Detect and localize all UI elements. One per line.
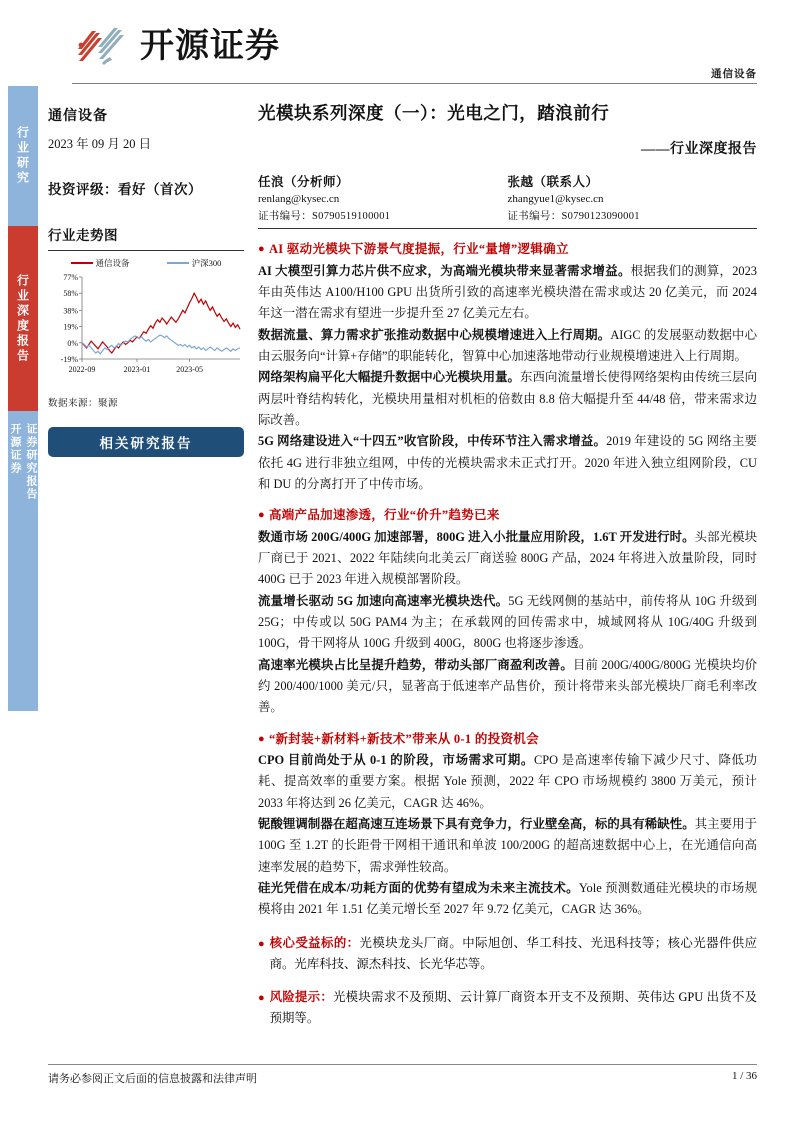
paragraph-body: 头部光模块厂商已于 2021、2022 年陆续向北美云厂商送验 800G 产品，2024 年将进入放量阶段，同时 400G 已于 2023 年进入规模部署阶段。 bbox=[258, 529, 757, 587]
vertical-tab-rail bbox=[8, 86, 38, 711]
analyst-email[interactable]: zhangyue1@kysec.cn bbox=[507, 193, 604, 206]
body-paragraph bbox=[258, 814, 757, 878]
investment-rating: 投资评级：看好（首次） bbox=[48, 182, 202, 197]
rail-tab-label-col1: 开源证券 bbox=[9, 423, 21, 475]
paragraph-lead: AI 大模型引算力芯片供不应求，为高端光模块带来显著需求增益。 bbox=[258, 263, 631, 278]
paragraph-lead: 高速率光模块占比呈提升趋势，带动头部厂商盈利改善。 bbox=[258, 657, 573, 672]
paragraph-lead: 铌酸锂调制器在超高速互连场景下具有竞争力，行业壁垒高，标的具有稀缺性。 bbox=[258, 816, 695, 831]
rail-tab-label: 行业研究 bbox=[15, 126, 30, 186]
key-points-block bbox=[258, 933, 757, 1029]
key-point-body bbox=[270, 933, 757, 975]
key-point-row bbox=[258, 987, 757, 1029]
chart-xtick-label: 2023-01 bbox=[123, 365, 151, 374]
body-paragraph bbox=[258, 591, 757, 655]
paragraph-body: 东西向流量增长使得网络架构由传统三层向两层叶脊结构转化，光模块用量相对机柜的倍数由 8.8 倍大幅提升至 44/48 倍，带来需求边际改善。 bbox=[258, 370, 758, 427]
section-heading-text: 高端产品加速渗透，行业“价升”趋势已来 bbox=[268, 508, 500, 523]
analyst-cert: 证书编号：S0790123090001 bbox=[507, 211, 640, 223]
trend-title-divider bbox=[48, 250, 244, 251]
analyst-name: 任浪（分析师） bbox=[258, 175, 350, 190]
paragraph-body: 5G 无线网侧的基站中，前传将从 10G 升级到 25G；中传或以 50G PAM4 为主；在承载网的回传需求中，城域网将从 10G/40G 升级到 100G，骨干网将从 100G 升级到 400G，800G 也将逐步渗透。 bbox=[258, 593, 757, 651]
paragraph-body: CPO 是高速率传输下减少尺寸、降低功耗、提高效率的重要方案。根据 Yole 预测，2022 年 CPO 市场规模约 3800 万美元，预计 2033 年将达到 26 亿美元，CAGR 达 46%。 bbox=[258, 752, 757, 810]
related-research-label: 相关研究报告 bbox=[99, 436, 193, 451]
paragraph-lead: 数通市场 200G/400G 加速部署，800G 进入小批量应用阶段，1.6T 开发进行时。 bbox=[258, 529, 695, 544]
body-paragraph bbox=[258, 325, 757, 368]
key-point-label: 风险提示： bbox=[269, 989, 334, 1004]
sidebar-sector-name: 通信设备 bbox=[48, 109, 108, 124]
paragraph-body: 其主要用于 100G 至 1.2T 的长距骨干网相干通讯和单波 100/200G 的超高速数据中心上，在光通信向高速率发展的趋势下，需求弹性较高。 bbox=[258, 816, 758, 874]
chart-series-line-sector bbox=[82, 293, 240, 353]
rail-tab-label-col2: 证券研究报告 bbox=[25, 423, 37, 501]
page-title: 光模块系列深度（一）：光电之门，踏浪前行 bbox=[258, 103, 610, 123]
paragraph-lead: 数据流量、算力需求扩张推动数据中心规模增速进入上行周期。 bbox=[258, 327, 611, 342]
chart-legend bbox=[48, 257, 244, 269]
paragraph-lead: 硅光凭借在成本/功耗方面的优势有望成为未来主流技术。 bbox=[258, 880, 579, 895]
chart-ytick-label: 77% bbox=[63, 273, 78, 282]
chart-ytick-label: 0% bbox=[67, 338, 78, 348]
analyst-name: 张越（联系人） bbox=[507, 175, 599, 190]
bullet-icon: ● bbox=[258, 732, 265, 745]
legend-item-sector bbox=[71, 257, 130, 269]
page-subtitle: ——行业深度报告 bbox=[641, 142, 757, 158]
body-paragraph bbox=[258, 431, 757, 495]
bullet-icon: ● bbox=[258, 509, 265, 522]
legend-line-benchmark bbox=[167, 262, 189, 264]
paragraph-body: 根据我们的测算，2023 年由英伟达 A100/H100 GPU 出货所引致的高速率光模块潜在需求或达 20 亿美元，而 2024 年这一潜在需求有望进一步提升至 27 亿美元左右。 bbox=[258, 263, 758, 321]
header-sector-tag: 通信设备 bbox=[711, 69, 757, 80]
analyst-email[interactable]: renlang@kysec.cn bbox=[258, 193, 340, 206]
paragraph-lead: CPO 目前尚处于从 0-1 的阶段，市场需求可期。 bbox=[258, 752, 534, 767]
section-heading bbox=[258, 730, 757, 749]
chart-data-source: 数据来源：聚源 bbox=[48, 399, 119, 409]
paragraph-body: Yole 预测数通硅光模块的市场规模将由 2021 年 1.51 亿美元增长至 2027 年 9.72 亿美元，CAGR 达 36%。 bbox=[258, 880, 757, 917]
rail-tab-industry-deep-report[interactable] bbox=[8, 226, 38, 411]
key-point-row bbox=[258, 933, 757, 975]
section-heading-text: “新封装+新材料+新技术”带来从 0-1 的投资机会 bbox=[268, 731, 539, 746]
paragraph-lead: 流量增长驱动 5G 加速向高速率光模块迭代。 bbox=[258, 593, 509, 608]
key-point-label: 核心受益标的： bbox=[269, 935, 360, 950]
related-research-button[interactable] bbox=[48, 427, 244, 457]
body-paragraph bbox=[258, 655, 757, 719]
kaiyuan-logo-icon bbox=[72, 19, 130, 67]
rail-tab-kaiyuan-securities-report[interactable] bbox=[8, 411, 38, 711]
main-content bbox=[258, 100, 757, 1029]
report-date: 2023 年 09 月 20 日 bbox=[48, 137, 152, 151]
body-paragraph bbox=[258, 750, 757, 814]
legend-line-sector bbox=[71, 262, 93, 264]
chart-ytick-label: 19% bbox=[63, 322, 78, 332]
page-footer bbox=[48, 1064, 757, 1086]
chart-plot-area bbox=[48, 271, 244, 383]
paragraph-body: AIGC 的发展驱动数据中心由云服务向“计算+存储”的职能转化，智算中心加速落地带动行业规模增速进入上行周期。 bbox=[258, 327, 758, 363]
key-point-text: 光模块龙头厂商。中际旭创、华工科技、光迅科技等；核心光器件供应商。光库科技、源杰科技、长光华芯等。 bbox=[269, 935, 758, 971]
body-paragraph bbox=[258, 527, 757, 591]
analyst-block bbox=[258, 172, 757, 223]
rail-tab-industry-research[interactable] bbox=[8, 86, 38, 226]
legend-label-sector: 通信设备 bbox=[95, 258, 130, 268]
industry-trend-chart bbox=[48, 257, 244, 389]
chart-ytick-label: 58% bbox=[63, 289, 78, 299]
section-heading bbox=[258, 240, 757, 259]
report-body bbox=[258, 240, 757, 920]
left-info-column bbox=[48, 105, 244, 457]
bullet-icon: ● bbox=[258, 243, 265, 256]
paragraph-body: 2019 年建设的 5G 网络主要依托 4G 进行非独立组网，中传的光模块需求未正式打开。2020 年进入独立组网阶段，CU 和 DU 的分离打开了中传市场。 bbox=[258, 434, 757, 491]
header-divider bbox=[72, 83, 757, 84]
chart-xtick-label: 2022-09 bbox=[68, 365, 96, 374]
footer-page-number: 1 / 36 bbox=[731, 1070, 757, 1082]
body-paragraph bbox=[258, 878, 757, 921]
legend-item-benchmark bbox=[167, 257, 222, 269]
trend-chart-title: 行业走势图 bbox=[48, 228, 118, 243]
analyst-cert: 证书编号：S0790519100001 bbox=[258, 211, 391, 223]
paragraph-lead: 5G 网络建设进入“十四五”收官阶段，中传环节注入需求增益。 bbox=[258, 434, 607, 449]
chart-ytick-label: -19% bbox=[60, 355, 78, 364]
company-logo bbox=[72, 18, 280, 67]
chart-xtick-label: 2023-05 bbox=[176, 365, 203, 374]
bullet-icon: ● bbox=[258, 991, 265, 1004]
chart-ytick-label: 38% bbox=[63, 306, 78, 316]
analyst-primary bbox=[258, 172, 508, 223]
rail-tab-label: 行业深度报告 bbox=[15, 273, 30, 364]
footer-disclaimer: 请务必参阅正文后面的信息披露和法律声明 bbox=[48, 1073, 257, 1085]
legend-label-benchmark: 沪深300 bbox=[191, 258, 222, 268]
key-point-body bbox=[270, 987, 757, 1029]
body-paragraph bbox=[258, 367, 757, 431]
paragraph-lead: 网络架构扁平化大幅提升数据中心光模块用量。 bbox=[258, 370, 521, 385]
section-heading bbox=[258, 506, 757, 525]
company-name: 开源证券 bbox=[140, 27, 280, 65]
key-point-text: 光模块需求不及预期、云计算厂商资本开支不及预期、英伟达 GPU 出货不及预期等。 bbox=[269, 989, 758, 1025]
analyst-contact bbox=[508, 172, 758, 223]
paragraph-body: 目前 200G/400G/800G 光模块均价约 200/400/1000 美元/只，显著高于低速率产品售价，预计将带来头部光模块厂商毛利率改善。 bbox=[258, 657, 758, 715]
section-heading-text: AI 驱动光模块下游景气度提振，行业“量增”逻辑确立 bbox=[268, 242, 569, 257]
analyst-divider bbox=[258, 228, 757, 229]
bullet-icon: ● bbox=[258, 937, 265, 950]
body-paragraph bbox=[258, 261, 757, 325]
